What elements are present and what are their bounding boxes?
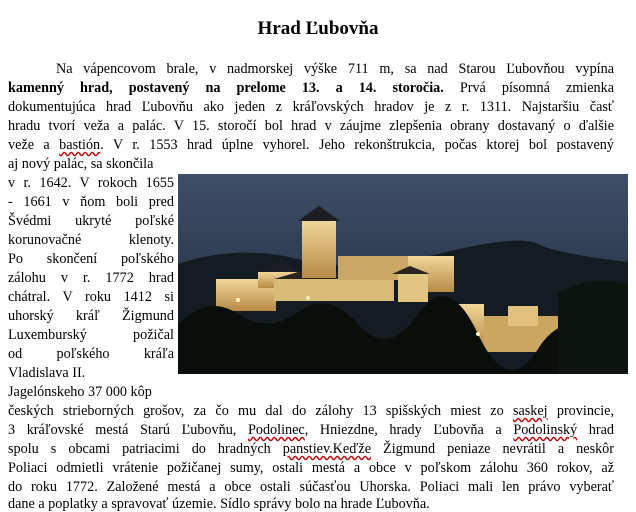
- text-run: 3 kráľovské mestá Starú Ľubovňu,: [8, 422, 248, 438]
- column-line: Jagelónskeho 37 000 kôp: [8, 384, 152, 400]
- page-title: Hrad Ľubovňa: [257, 18, 379, 39]
- column-line: - 1661 v ňom boli pred: [8, 194, 174, 210]
- column-line: chátral. V roku 1412 si: [8, 289, 174, 305]
- column-line: Vladislava II.: [8, 365, 86, 381]
- castle-illustration: [178, 174, 628, 374]
- text-line: [8, 136, 614, 155]
- misspelled-word[interactable]: Podolinec: [247, 422, 305, 438]
- bold-text: kamenný hrad, postavený na prelome 13. a 14. storočia.: [8, 80, 444, 96]
- column-line: Luxemburský požičal: [8, 327, 174, 343]
- misspelled-word[interactable]: Podolinský: [513, 422, 578, 438]
- misspelled-word[interactable]: panstiev.Keďže: [282, 441, 371, 457]
- column-line: Po skončení poľského: [8, 251, 174, 267]
- column-line: korunovačné klenoty.: [8, 232, 174, 248]
- text-run: hrad: [577, 422, 614, 438]
- text-run: spolu s obcami patriacimi do hradných: [8, 441, 283, 457]
- text-run: provincie,: [547, 403, 614, 419]
- text-line: [8, 79, 614, 98]
- text-run: , Hniezdne, hrady Ľubovňa a: [304, 422, 514, 438]
- text-line: [8, 402, 614, 421]
- text-line: Na vápencovom brale, v nadmorskej výške 711 m, sa nad Starou Ľubovňou vypína: [56, 61, 614, 77]
- text-line: aj nový palác, sa skončila: [8, 156, 154, 172]
- column-line: v r. 1642. V rokoch 1655: [8, 175, 174, 191]
- misspelled-word[interactable]: bastión: [59, 137, 101, 153]
- text-line: [8, 421, 614, 440]
- text-line: hradu tvorí veža a palác. V 15. storočí bol hrad v záujme zlepšenia obrany dostavaný o ďalšie: [8, 118, 614, 134]
- text-run: českých strieborných grošov, za čo mu dal do zálohy 13 spišských miest zo: [8, 403, 513, 419]
- text-run: Žigmund peniaze nevrátil a neskôr: [371, 441, 615, 457]
- text-run: Prvá písomná zmienka: [443, 80, 615, 96]
- column-line: uhorský kráľ Žigmund: [8, 308, 174, 324]
- text-line: Poliaci odmietli vrátenie požičanej sumy, ostali mestá a obce v poľskom zálohu 360 rokov, až: [8, 460, 614, 476]
- column-line: zálohu v r. 1772 hrad: [8, 270, 174, 286]
- castle-photo: [178, 174, 628, 374]
- text-run: . V r. 1553 hrad úplne vyhorel. Jeho rekonštrukcia, počas ktorej bol postavený: [100, 137, 614, 153]
- misspelled-word[interactable]: saskej: [512, 403, 548, 419]
- text-line: dane a poplatky a spravovať územie. Sídlo správy bolo na hrade Ľubovňa.: [8, 496, 430, 512]
- text-line: [8, 440, 614, 459]
- text-run: veže a: [8, 137, 60, 153]
- text-line: dokumentujúca hrad Ľubovňu ako jeden z kráľovských hradov je z r. 1311. Najstaršiu časť: [8, 99, 614, 115]
- text-line: do roku 1772. Založené mestá a obce ostali súčasťou Uhorska. Poliaci mali len právo vyberať: [8, 479, 614, 495]
- column-line: Švédmi ukryté poľské: [8, 213, 174, 229]
- column-line: od poľského kráľa: [8, 346, 174, 362]
